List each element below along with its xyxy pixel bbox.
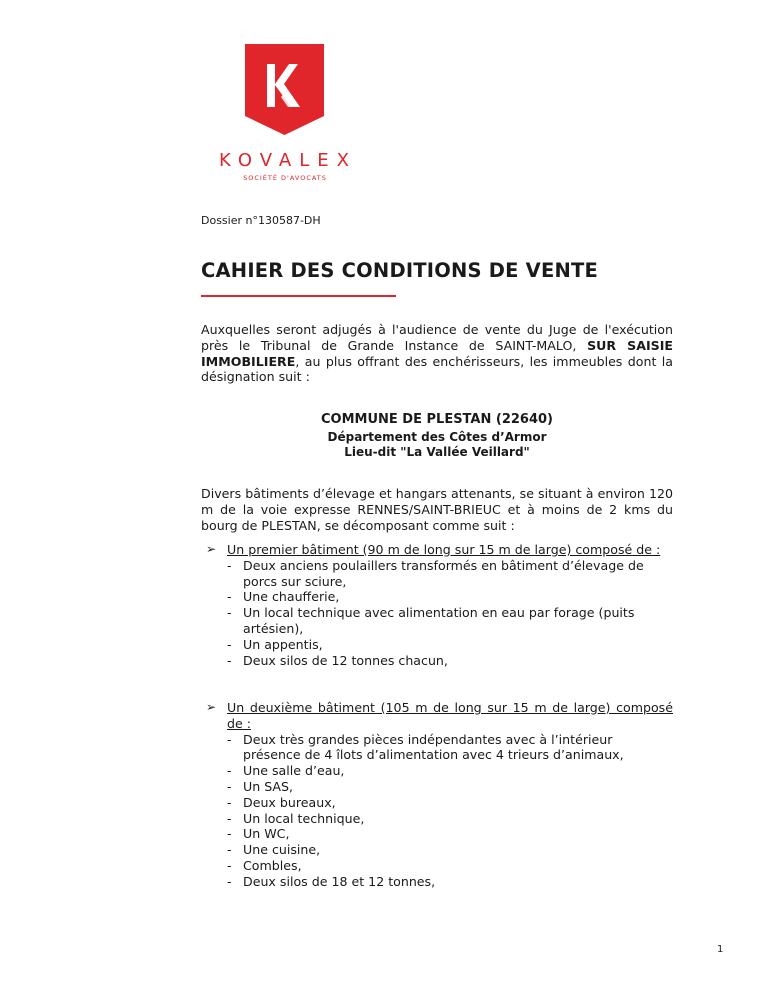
intro-paragraph	[201, 322, 673, 385]
intro-text-post: , au plus offrant des enchérisseurs, les immeubles dont la désignation suit :	[201, 353, 673, 385]
departement-heading: Département des Côtes d’Armor	[327, 430, 547, 444]
list-item-text: Deux anciens poulaillers transformés en bâtiment d’élevage de porcs sur sciure,	[243, 557, 644, 589]
list-item-text: Deux très grandes pièces indépendantes avec à l’intérieur présence de 4 îlots d’alimentation avec 4 trieurs d’animaux,	[243, 731, 624, 763]
logo-brand-name: KOVALEX	[219, 150, 357, 171]
logo-subtitle: SOCIÉTÉ D'AVOCATS	[243, 174, 327, 182]
dash-bullet: -	[227, 810, 232, 826]
list-item	[227, 653, 673, 669]
dash-bullet: -	[227, 652, 232, 668]
dash-bullet: -	[227, 857, 232, 873]
arrow-bullet-icon: ➢	[206, 700, 217, 714]
list-item	[227, 605, 673, 637]
arrow-bullet-icon: ➢	[206, 542, 217, 556]
document-title: CAHIER DES CONDITIONS DE VENTE	[201, 259, 599, 282]
list-item-text: Un appentis,	[243, 636, 323, 652]
list-item	[227, 779, 673, 795]
list-item	[227, 858, 673, 874]
list-item	[227, 811, 673, 827]
dash-bullet: -	[227, 873, 232, 889]
list-item	[227, 732, 673, 764]
list-item	[227, 637, 673, 653]
dash-bullet: -	[227, 778, 232, 794]
building-2-section	[206, 700, 673, 890]
dossier-number: Dossier n°130587-DH	[201, 214, 321, 227]
dash-bullet: -	[227, 605, 232, 621]
title-underline	[201, 295, 396, 297]
dash-bullet: -	[227, 731, 232, 747]
list-item-text: Un SAS,	[243, 778, 294, 794]
dash-bullet: -	[227, 589, 232, 605]
list-item-text: Combles,	[243, 857, 302, 873]
dash-bullet: -	[227, 636, 232, 652]
list-item	[227, 558, 673, 590]
dash-bullet: -	[227, 842, 232, 858]
dash-bullet: -	[227, 763, 232, 779]
building-2-heading: Un deuxième bâtiment (105 m de long sur 15 m de large) composé de :	[227, 700, 673, 731]
page-number: 1	[717, 944, 724, 955]
commune-heading: COMMUNE DE PLESTAN (22640)	[321, 412, 553, 427]
intro-text-bold: SUR SAISIE IMMOBILIERE	[201, 337, 673, 369]
list-item	[227, 763, 673, 779]
dash-bullet: -	[227, 826, 232, 842]
dash-bullet: -	[227, 557, 232, 573]
list-item-text: Une cuisine,	[243, 842, 321, 858]
lieu-dit-heading: Lieu-dit "La Vallée Veillard"	[344, 445, 530, 459]
dash-bullet: -	[227, 794, 232, 810]
list-item	[227, 842, 673, 858]
list-item-text: Deux silos de 18 et 12 tonnes,	[243, 873, 436, 889]
list-item-text: Un local technique avec alimentation en eau par forage (puits artésien),	[243, 605, 635, 636]
building-1-heading: Un premier bâtiment (90 m de long sur 15 m de large) composé de :	[227, 542, 661, 557]
list-item-text: Une salle d’eau,	[243, 763, 345, 779]
list-item	[227, 795, 673, 811]
intro-text-pre: Auxquelles seront adjugés à l'audience de vente du Juge de l'exécution près le Tribunal de Grande Instance de SAINT-MALO,	[201, 322, 673, 353]
list-item-text: Un local technique,	[243, 810, 365, 826]
list-item	[227, 589, 673, 605]
list-item-text: Une chaufferie,	[243, 589, 340, 605]
list-item-text: Deux silos de 12 tonnes chacun,	[243, 652, 448, 668]
description-paragraph: Divers bâtiments d’élevage et hangars attenants, se situant à environ 120 m de la voie expresse RENNES/SAINT-BRIEUC et à moins de 2 kms du bourg de PLESTAN, se décomposant comme suit :	[201, 486, 673, 533]
list-item	[227, 874, 673, 890]
list-item	[227, 826, 673, 842]
building-1-section	[206, 542, 673, 668]
list-item-text: Deux bureaux,	[243, 794, 336, 810]
kovalex-shield-icon	[245, 44, 324, 135]
list-item-text: Un WC,	[243, 826, 290, 842]
